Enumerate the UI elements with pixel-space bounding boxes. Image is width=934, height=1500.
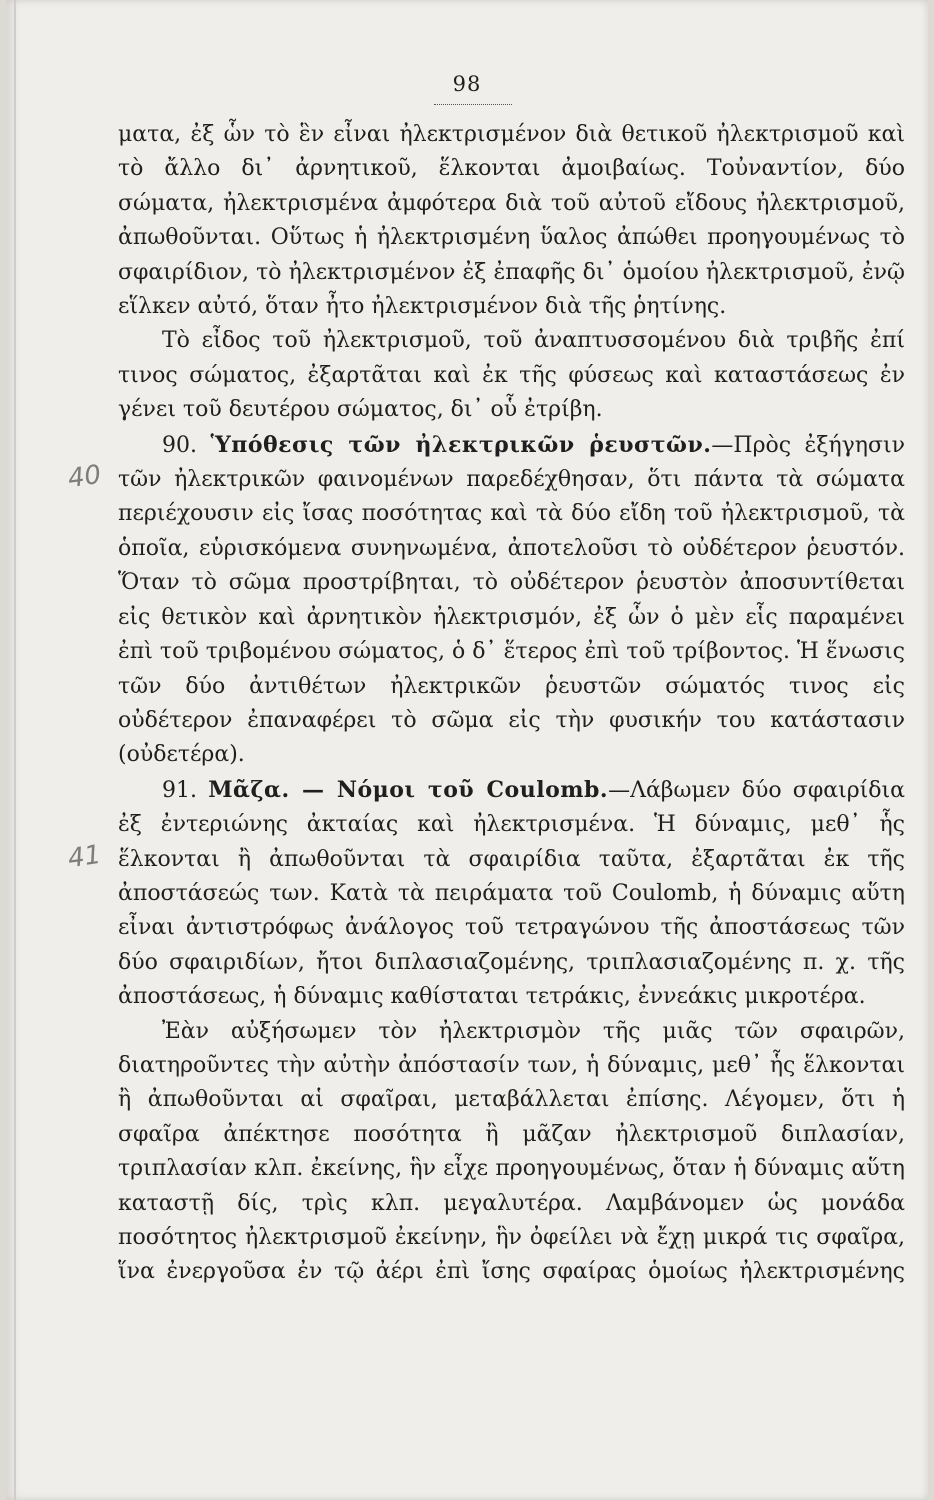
section-90-number: 90. [162,432,197,458]
section-90 [118,428,905,773]
margin-note-41: 41 [66,839,104,875]
paragraph-electricity-kind: Τὸ εἶδος τοῦ ἠλεκτρισμοῦ, τοῦ ἀναπτυσσομένου διὰ τριβῆς ἐπί τινος σώματος, ἐξαρτᾶται καὶ ἐκ τῆς φύσεως καὶ καταστάσεως ἐν γένει τοῦ δευτέρου σώματος, δι᾽ οὗ ἐτρίβη. [118,328,905,423]
paragraph-quantity-unit: Ἐὰν αὐξήσωμεν τὸν ἠλεκτρισμὸν τῆς μιᾶς τῶν σφαιρῶν, διατηροῦντες τὴν αὐτὴν ἀπόστασίν των, ἡ δύναμις, μεθ᾽ ἧς ἕλκονται ἢ ἀπωθοῦνται αἱ σφαῖραι, μεταβάλλεται ἐπίσης. Λέγομεν, ὅτι ἡ σφαῖρα ἀπέκτησε ποσότητα ἢ μᾶζαν ἠλεκτρισμοῦ διπλασίαν, τριπλασίαν κλπ. ἐκείνης, ἣν εἶχε προηγουμένως, ὅταν ἡ δύναμις αὕτη καταστῇ δίς, τρὶς κλπ. μεγαλυτέρα. Λαμβάνομεν ὡς μονάδα ποσότητος ἠλεκτρισμοῦ ἐκείνην, ἣν ὀφείλει νὰ ἔχῃ μικρά τις σφαῖρα, ἵνα ἐνεργοῦσα ἐν τῷ ἀέρι ἐπὶ ἴσης σφαίρας ὁμοίως ἠλεκτρισμένης [118,1018,905,1285]
section-90-title: Ὑπόθεσις τῶν ἠλεκτρικῶν ῥευστῶν. [210,431,712,458]
page-number-rule [434,104,512,105]
body-text [118,118,905,1290]
page-fold [14,0,16,1500]
margin-note-40: 40 [66,459,104,495]
section-91 [118,773,905,1015]
paragraph-continued: ματα, ἐξ ὧν τὸ ἓν εἶναι ἠλεκτρισμένον διὰ θετικοῦ ἠλεκτρισμοῦ καὶ τὸ ἄλλο δι᾽ ἀρνητικοῦ, ἕλκονται ἀμοιβαίως. Τοὐναντίον, δύο σώματα, ἠλεκτρισμένα ἀμφότερα διὰ τοῦ αὐτοῦ εἴδους ἠλεκτρισμοῦ, ἀπωθοῦνται. Οὕτως ἡ ἠλεκτρισμένη ὕαλος ἀπώθει προηγουμένως τὸ σφαιρίδιον, τὸ ἠλεκτρισμένον ἐξ ἐπαφῆς δι᾽ ὁμοίου ἠλεκτρισμοῦ, ἐνῷ εἵλκεν αὐτό, ὅταν ἦτο ἠλεκτρισμένον διὰ τῆς ῥητίνης. [118,122,905,320]
section-91-body: —Λάβωμεν δύο σφαιρίδια ἐξ ἐντεριώνης ἀκταίας καὶ ἠλεκτρισμένα. Ἡ δύναμις, μεθ᾽ ἧς ἕλκονται ἢ ἀπωθοῦνται τὰ σφαιρίδια ταῦτα, ἐξαρτᾶται ἐκ τῆς ἀποστάσεώς των. Κατὰ τὰ πειράματα τοῦ Coulomb, ἡ δύναμις αὕτη εἶναι ἀντιστρόφως ἀνάλογος τοῦ τετραγώνου τῆς ἀποστάσεως τῶν δύο σφαιριδίων, ἤτοι διπλασιαζομένης, τριπλασιαζομένης π. χ. τῆς ἀποστάσεως, ἡ δύναμις καθίσταται τετράκις, ἐννεάκις μικροτέρα. [118,777,905,1010]
page-number: 98 [452,72,482,96]
section-91-title: Μᾶζα. — Νόμοι τοῦ Coulomb. [208,776,609,803]
section-91-number: 91. [162,777,197,803]
section-90-body: —Πρὸς ἐξήγησιν τῶν ἠλεκτρικῶν φαινομένων παρεδέχθησαν, ὅτι πάντα τὰ σώματα περιέχουσιν εἰς ἴσας ποσότητας καὶ τὰ δύο εἴδη τοῦ ἠλεκτρισμοῦ, τὰ ὁποῖα, εὑρισκόμενα συνηνωμένα, ἀποτελοῦσι τὸ οὐδέτερον ῥευστόν. Ὅταν τὸ σῶμα προστρίβηται, τὸ οὐδέτερον ῥευστὸν ἀποσυντίθεται εἰς θετικὸν καὶ ἀρνητικὸν ἠλεκτρισμόν, ἐξ ὧν ὁ μὲν εἷς παραμένει ἐπὶ τοῦ τριβομένου σώματος, ὁ δ᾽ ἕτερος ἐπὶ τοῦ τρίβοντος. Ἡ ἕνωσις τῶν δύο ἀντιθέτων ἠλεκτρικῶν ῥευστῶν σώματός τινος εἰς οὐδέτερον ἐπαναφέρει τὸ σῶμα εἰς τὴν φυσικήν του κατάστασιν (οὐδετέρα). [118,432,905,768]
